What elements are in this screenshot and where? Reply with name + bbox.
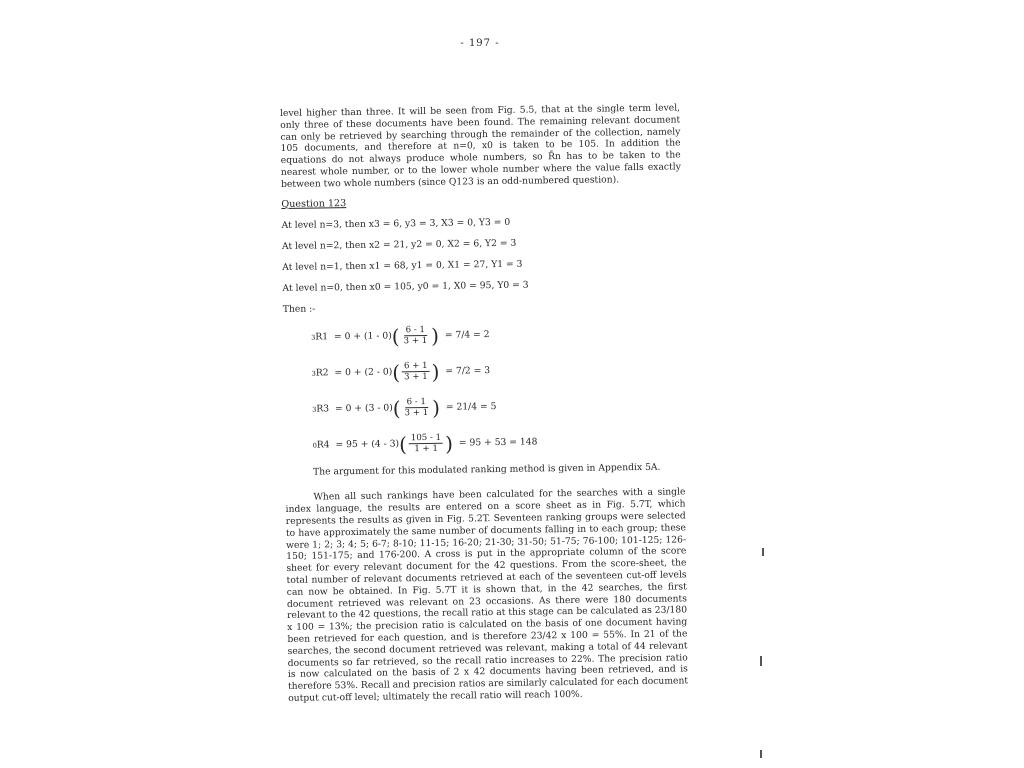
eq-lhs-sup: 3 bbox=[311, 369, 316, 378]
level-row: At level n=3, then x3 = 6, y3 = 3, X3 = 0, Y3 = 0 bbox=[281, 216, 511, 231]
equation-1: 3 R1 = 0 + (1 - 0) ( $\frac{6 - 1}{3 + 1}$ ) = 7/4 = 2 bbox=[311, 323, 490, 349]
eq-pre: = 0 + (2 - 0) bbox=[334, 366, 393, 379]
eq-result: = 95 + 53 = 148 bbox=[458, 436, 538, 449]
equation-2: 3 R2 = 0 + (2 - 0) ( $\frac{6 + 1}{3 + 1}$ ) = 7/2 = 3 bbox=[311, 359, 491, 385]
level-row: At level n=2, then x2 = 21, y2 = 0, X2 = 6, Y2 = 3 bbox=[281, 237, 517, 252]
eq-result: = 7/2 = 3 bbox=[445, 365, 491, 377]
eq-numerator: 6 - 1 bbox=[404, 325, 427, 336]
eq-lhs: R2 bbox=[315, 367, 329, 379]
question-heading: Question 123 bbox=[281, 197, 347, 210]
scan-speck bbox=[762, 548, 764, 556]
scan-speck bbox=[760, 656, 762, 666]
eq-denominator: 3 + 1 bbox=[404, 408, 429, 419]
body-paragraph: When all such rankings have been calculated for the searches with a single index language, the results are entered on a score sheet as in Fig. 5.7T, which represents the results as given in Fig. 5.2T. Seventeen ranking groups were selected to have approximately the same number of documents falling in to each group; these were 1; 2; 3; 4; 5; 6-7; 8-10; 11-15; 16-20; 21-30; 31-50; 51-75; 76-100; 101-125; 126-150; 151-175; and 176-200. A cross is put in the appropriate column of the score sheet for every relevant document for the 42 questions. From the score-sheet, the total number of relevant documents retrieved at each of the seventeen cut-off levels can now be obtained. In Fig. 5.7T it is shown that, in the 42 searches, the first document retrieved was relevant on 23 occasions. As there were 180 documents relevant to the 42 questions, the recall ratio at this stage can be calculated as 23/180 x 100 = 13%; the precision ratio is calculated on the basis of one document having been retrieved for each question, and is therefore 23/42 x 100 = 55%. In 21 of the searches, the second document retrieved was relevant, making a total of 44 relevant documents so far retrieved, so the recall ratio increases to 22%. The precision ratio is now calculated on the basis of 2 x 42 documents having been retrieved, and is therefore 53%. Recall and precision ratios are similarly calculated for each document output cut-off level; ultimately the recall ratio will reach 100%. bbox=[285, 486, 689, 704]
eq-numerator: 6 + 1 bbox=[402, 361, 430, 372]
then-label: Then :- bbox=[282, 303, 316, 315]
eq-pre: = 0 + (3 - 0) bbox=[334, 402, 393, 415]
intro-paragraph: level higher than three. It will be seen from Fig. 5.5, that at the single term level, only three of these documents have been found. The remaining relevant document can only be retrieved by searching through the remainder of the collection, namely 105 documents, and therefore at n=0, x0 is taken to be 105. In addition the equations do not always produce whole numbers, so R̄n has to be taken to the nearest whole number, or to the lower whole number where the value falls exactly between two whole numbers (since Q123 is an odd-numbered question). bbox=[280, 102, 681, 190]
eq-fraction bbox=[409, 433, 444, 454]
eq-fraction bbox=[402, 361, 430, 382]
equation-3: 3 R3 = 0 + (3 - 0) ( $\frac{6 - 1}{3 + 1}$ ) = 21/4 = 5 bbox=[312, 395, 497, 421]
eq-lhs-sup: 3 bbox=[311, 333, 316, 342]
argument-note: The argument for this modulated ranking method is given in Appendix 5A. bbox=[313, 461, 661, 478]
level-row: At level n=0, then x0 = 105, y0 = 1, X0 = 95, Y0 = 3 bbox=[282, 279, 529, 294]
eq-result: = 7/4 = 2 bbox=[444, 329, 490, 341]
eq-denominator: 3 + 1 bbox=[403, 336, 428, 347]
eq-pre: = 0 + (1 - 0) bbox=[333, 330, 392, 343]
page-number: - 197 - bbox=[460, 38, 500, 49]
eq-fraction bbox=[401, 325, 429, 346]
page-body bbox=[280, 102, 688, 704]
scan-speck bbox=[760, 750, 762, 758]
eq-numerator: 6 - 1 bbox=[405, 397, 428, 408]
eq-denominator: 3 + 1 bbox=[404, 372, 428, 383]
eq-denominator: 1 + 1 bbox=[414, 443, 438, 455]
eq-lhs-sup: 3 bbox=[312, 405, 317, 414]
eq-numerator: 105 - 1 bbox=[409, 433, 443, 444]
level-row: At level n=1, then x1 = 68, y1 = 0, X1 = 27, Y1 = 3 bbox=[282, 258, 523, 273]
eq-fraction bbox=[402, 397, 430, 418]
eq-pre: = 95 + (4 - 3) bbox=[335, 438, 400, 451]
eq-lhs: R3 bbox=[316, 403, 330, 415]
eq-lhs: R4 bbox=[316, 439, 330, 451]
eq-lhs: R1 bbox=[315, 331, 329, 343]
eq-lhs-sup: 0 bbox=[312, 441, 317, 450]
equation-4: 0 R4 = 95 + (4 - 3) ( $\frac{105 - 1}{1 + 1}$ ) = 95 + 53 = 148 bbox=[312, 431, 538, 456]
eq-result: = 21/4 = 5 bbox=[445, 401, 497, 413]
